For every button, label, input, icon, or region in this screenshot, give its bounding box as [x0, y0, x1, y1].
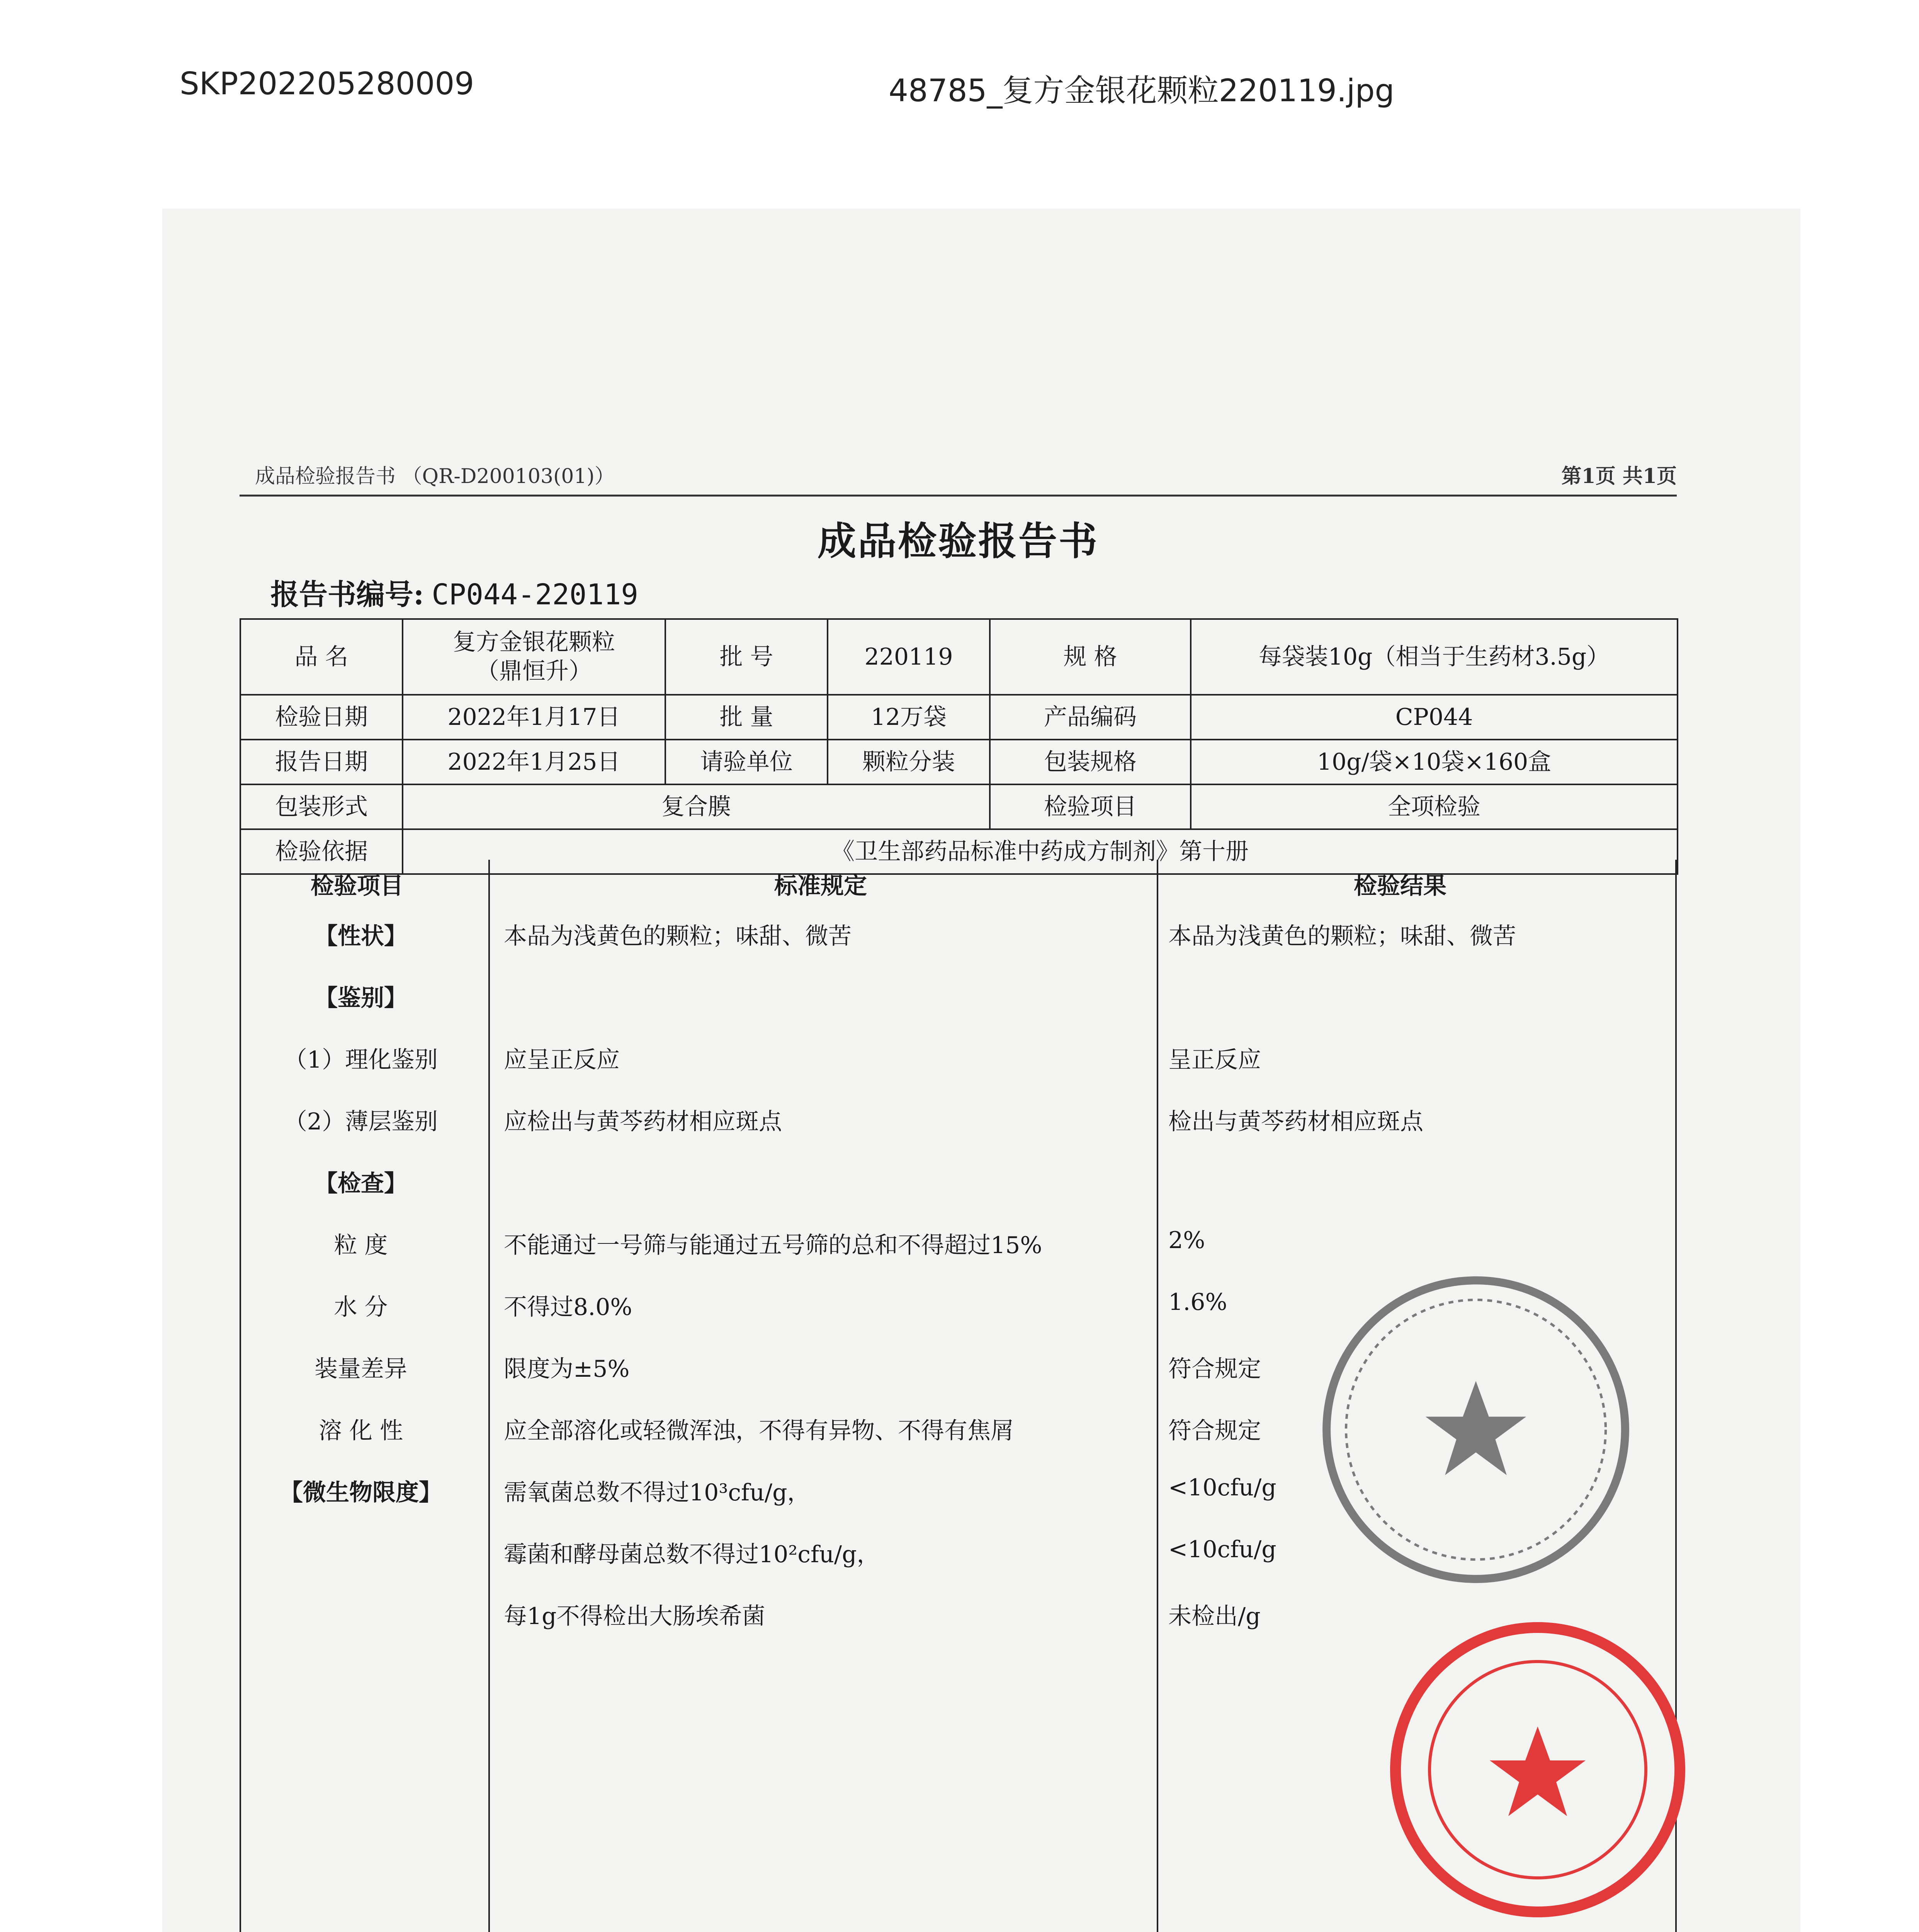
table-row	[241, 1041, 1678, 1103]
product-name-sub: （鼎恒升）	[476, 658, 592, 685]
table-row	[241, 1165, 1678, 1227]
row-result: 符合规定	[1168, 1355, 1261, 1383]
col-item-header: 检验项目	[311, 872, 403, 900]
table-row	[241, 1103, 1678, 1165]
row-standard: 应检出与黄芩药材相应斑点	[504, 1108, 782, 1135]
row-standard: 应全部溶化或轻微浑浊，不得有异物、不得有焦屑	[504, 1417, 1014, 1444]
pack-spec-label: 包装规格	[990, 740, 1191, 784]
row-item: 【微生物限度】	[280, 1479, 442, 1506]
row-result: 呈正反应	[1168, 1046, 1261, 1073]
basis-value: 《卫生部药品标准中药成方制剂》第十册	[403, 829, 1678, 874]
row-result: 检出与黄芩药材相应斑点	[1168, 1108, 1423, 1135]
test-item-label: 检验项目	[990, 784, 1191, 829]
row-standard: 霉菌和酵母菌总数不得过10²cfu/g，	[504, 1541, 880, 1568]
company-seal-gray	[1314, 1267, 1638, 1592]
row-result: 2%	[1168, 1227, 1205, 1254]
row-standard: 不能通过一号筛与能通过五号筛的总和不得超过15%	[504, 1232, 1042, 1259]
row-standard: 不得过8.0%	[504, 1294, 632, 1321]
report-number-label: 报告书编号:	[270, 578, 424, 611]
report-date-label: 报告日期	[240, 740, 403, 784]
pack-spec-value: 10g/袋×10袋×160盒	[1191, 740, 1678, 784]
report-number	[270, 572, 638, 613]
table-row	[241, 980, 1678, 1041]
row-result: <10cfu/g	[1168, 1474, 1277, 1501]
row-item: 溶 化 性	[318, 1417, 403, 1444]
test-item-value: 全项检验	[1191, 784, 1678, 829]
quantity-value: 12万袋	[828, 695, 990, 740]
pack-form-label: 包装形式	[240, 784, 403, 829]
batch-label: 批 号	[665, 619, 828, 695]
row-item: 水 分	[334, 1294, 388, 1321]
row-standard: 本品为浅黄色的颗粒；味甜、微苦	[504, 923, 852, 950]
col-standard-header: 标准规定	[774, 872, 867, 900]
form-code: 成品检验报告书 （QR-D200103(01)）	[255, 465, 615, 488]
product-name-label: 品 名	[240, 619, 403, 695]
row-standard: 需氧菌总数不得过10³cfu/g，	[504, 1479, 811, 1506]
product-name: 复方金银花颗粒	[453, 629, 615, 656]
row-result: 本品为浅黄色的颗粒；味甜、微苦	[1168, 923, 1516, 950]
row-item: 粒 度	[334, 1232, 388, 1259]
info-table	[240, 618, 1678, 875]
report-date-value: 2022年1月25日	[403, 740, 665, 784]
batch-value: 220119	[828, 619, 990, 695]
row-result: 1.6%	[1168, 1289, 1227, 1316]
product-code-label: 产品编码	[990, 695, 1191, 740]
row-item: （1）理化鉴别	[284, 1046, 438, 1073]
report-number-value: CP044-220119	[432, 578, 638, 611]
report-paper	[240, 440, 1677, 1932]
row-standard: 限度为±5%	[504, 1355, 630, 1383]
row-item: 【检查】	[314, 1170, 407, 1197]
test-date-label: 检验日期	[240, 695, 403, 740]
row-standard: 每1g不得检出大肠埃希菌	[504, 1603, 765, 1630]
request-unit-value: 颗粒分装	[828, 740, 990, 784]
row-item: （2）薄层鉴别	[284, 1108, 438, 1135]
doc-id: SKP202205280009	[180, 66, 474, 102]
row-standard: 应呈正反应	[504, 1046, 620, 1073]
row-item: 【性状】	[314, 923, 407, 950]
table-row	[241, 918, 1678, 980]
col-result-header: 检验结果	[1354, 872, 1446, 900]
product-name-cell	[403, 619, 665, 695]
spec-label: 规 格	[990, 619, 1191, 695]
spec-value: 每袋装10g（相当于生药材3.5g）	[1191, 619, 1678, 695]
request-unit-label: 请验单位	[665, 740, 828, 784]
quality-dept-seal	[1383, 1615, 1692, 1924]
row-item: 装量差异	[314, 1355, 407, 1383]
test-date-value: 2022年1月17日	[403, 695, 665, 740]
file-name: 48785_复方金银花颗粒220119.jpg	[889, 73, 1395, 109]
row-result: <10cfu/g	[1168, 1536, 1277, 1563]
header-rule	[240, 495, 1677, 497]
product-code-value: CP044	[1191, 695, 1678, 740]
row-item: 【鉴别】	[314, 985, 407, 1012]
row-result: 符合规定	[1168, 1417, 1261, 1444]
basis-label: 检验依据	[240, 829, 403, 874]
page-info: 第1页 共1页	[1561, 464, 1677, 488]
report-title: 成品检验报告书	[818, 518, 1099, 564]
row-result: 未检出/g	[1168, 1603, 1261, 1630]
quantity-label: 批 量	[665, 695, 828, 740]
pack-form-value: 复合膜	[403, 784, 990, 829]
